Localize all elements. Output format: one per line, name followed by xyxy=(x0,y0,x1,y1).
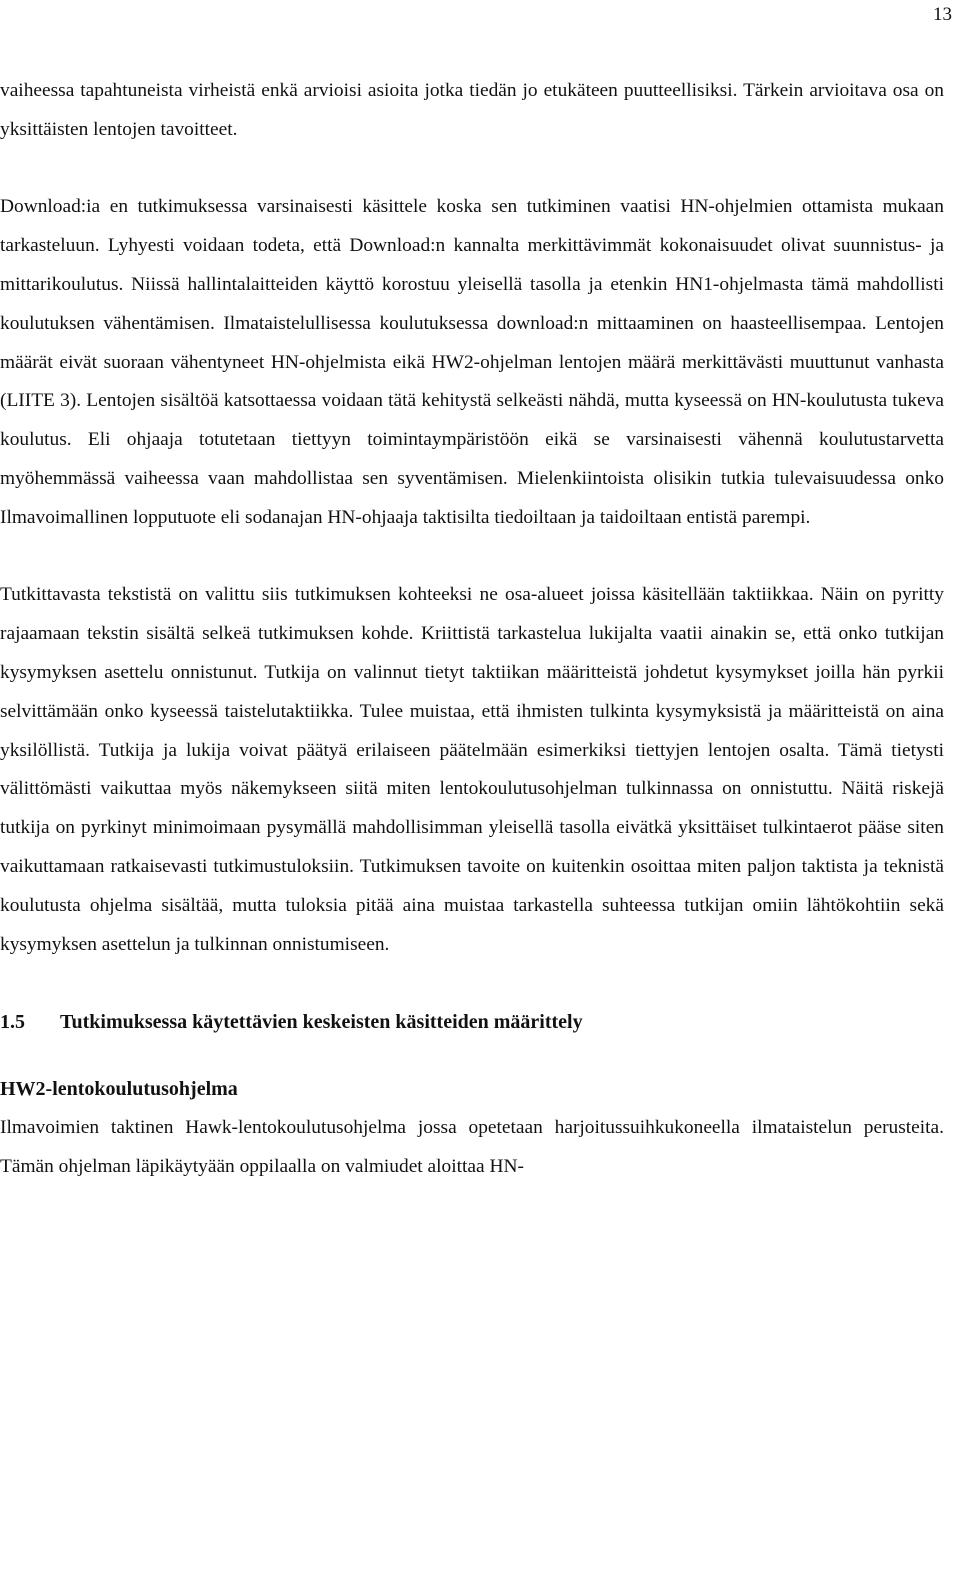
section-title: Tutkimuksessa käytettävien keskeisten käsitteiden määrittely xyxy=(60,1011,583,1034)
section-heading xyxy=(0,1003,944,1042)
paragraph-gap xyxy=(0,538,944,577)
page-number: 13 xyxy=(933,4,952,25)
term-definition: Ilmavoimien taktinen Hawk-lentokoulutusohjelma jossa opetetaan harjoitussuihkukoneella ilmataistelun perusteita. Tämän ohjelman läpikäytyään oppilaalla on valmiudet aloittaa HN- xyxy=(0,1116,944,1177)
paragraph-evaluation: Tutkittavasta tekstistä on valittu siis tutkimuksen kohteeksi ne osa-alueet joissa käsitellään taktiikkaa. Näin on pyritty rajaamaan tekstin sisältä selkeä tutkimuksen kohde. Kriittistä tarkastelua lukijalta vaatii ainakin se, että onko tutkijan kysymyksen asettelu onnistunut. Tutkija on valinnut tietyt taktiikan määritteistä johdetut kysymykset joilla hän pyrkii selvittämään onko kyseessä taistelutaktiikka. Tulee muistaa, että ihmisten tulkinta kysymyksistä ja määritteistä on aina yksilöllistä. Tutkija ja lukija voivat päätyä erilaiseen päätelmään esimerkiksi tiettyjen lentojen osalta. Tämä tietysti välittömästi vaikuttaa myös näkemykseen siitä miten lentokoulutusohjelman tulkinnassa on onnistuttu. Näitä riskejä tutkija on pyrkinyt minimoimaan pysymällä mahdollisimman yleisellä tasolla eivätkä yksittäiset tulkintaerot pääse siten vaikuttamaan ratkaisevasti tutkimustuloksiin. Tutkimuksen tavoite on kuitenkin osoittaa miten paljon taktista ja teknistä koulutusta ohjelma sisältää, mutta tuloksia pitää aina muistaa tarkastella suhteessa tutkijan omiin lähtökohtiin sekä kysymyksen asettelun ja tulkinnan onnistumiseen. xyxy=(0,584,944,955)
document-body xyxy=(0,72,944,1186)
section-number: 1.5 xyxy=(0,1011,25,1034)
paragraph-gap xyxy=(0,150,944,189)
paragraph-gap xyxy=(0,964,944,1003)
paragraph-gap xyxy=(0,1042,944,1070)
paragraph-continuation: vaiheessa tapahtuneista virheistä enkä arvioisi asioita jotka tiedän jo etukäteen puutteellisiksi. Tärkein arvioitava osa on yksittäisten lentojen tavoitteet. xyxy=(0,80,944,140)
paragraph-download: Download:ia en tutkimuksessa varsinaisesti käsittele koska sen tutkiminen vaatisi HN-ohjelmien ottamista mukaan tarkasteluun. Lyhyesti voidaan todeta, että Download:n kannalta merkittävimmät kokonaisuudet olivat suunnistus- ja mittarikoulutus. Niissä hallintalaitteiden käyttö korostuu yleisellä tasolla ja etenkin HN1-ohjelmasta tämä mahdollisti koulutuksen vähentämisen. Ilmataistelullisessa koulutuksessa download:n mittaaminen on haasteellisempaa. Lentojen määrät eivät suoraan vähentyneet HN-ohjelmista eikä HW2-ohjelman lentojen määrä merkittävästi muuttunut vanhasta (LIITE 3). Lentojen sisältöä katsottaessa voidaan tätä kehitystä selkeästi nähdä, mutta kyseessä on HN-koulutusta tukeva koulutus. Eli ohjaaja totutetaan tiettyyn toimintaympäristöön eikä se varsinaisesti vähennä koulutustarvetta myöhemmässä vaiheessa vaan mahdollistaa sen syventämisen. Mielenkiintoista olisikin tutkia tulevaisuudessa onko Ilmavoimallinen lopputuote eli sodanajan HN-ohjaaja taktisilta tiedoiltaan ja taidoiltaan entistä parempi. xyxy=(0,196,944,528)
term-heading: HW2-lentokoulutusohjelma xyxy=(0,1077,238,1100)
